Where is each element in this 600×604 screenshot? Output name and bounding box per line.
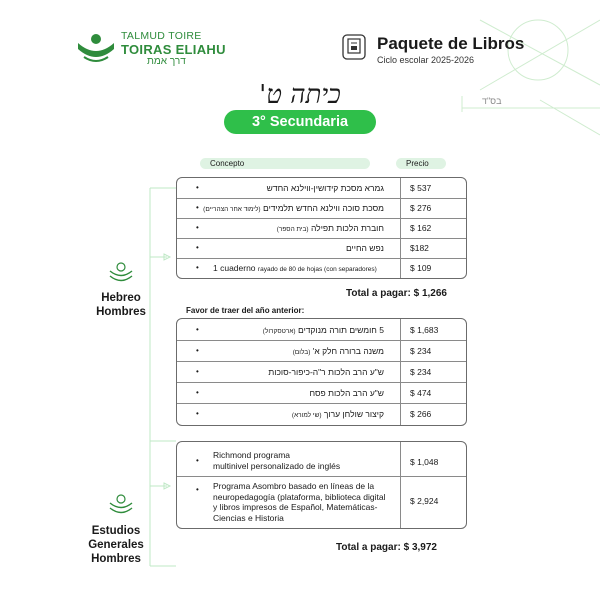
- general-studies-table: • Richmond programa multinivel personalizado de inglés $ 1,048 • Programa Asombro basado en líneas de la neuropedagogía (plataforma, biblioteca digital y libros impresos de Español, Matemáticas- Ciencias e Historia $ 2,924: [176, 441, 467, 529]
- logo-line1: TALMUD TOIRE: [121, 30, 202, 42]
- general-label-line1: Estudios: [91, 525, 141, 537]
- column-price: Precio: [396, 158, 446, 169]
- item-desc-line1: Programa Asombro basado en líneas de la: [213, 481, 375, 491]
- item-desc-note: (שי למורא): [291, 412, 322, 419]
- item-desc-line3: y libros impresos de Español, Matemáticas-: [213, 502, 378, 512]
- total-label: Total a pagar:: [346, 288, 411, 299]
- item-price: $ 537: [410, 183, 432, 193]
- page-subtitle: Ciclo escolar 2025-2026: [377, 55, 475, 65]
- logo-line3: דרך אמת: [147, 56, 186, 67]
- school-logo-icon: [76, 33, 116, 65]
- item-desc-line1: Richmond programa: [213, 450, 291, 460]
- hebrew-section-label: [86, 291, 156, 319]
- grade-label: 3° Secundaria: [224, 110, 376, 134]
- book-icon: [342, 34, 366, 60]
- hebrew-books-table: • גמרא מסכת קידושין-ווילנא החדש $ 537 • מסכת סוכה ווילנא החדש תלמידים (לימוד אחר הצהריים) $ 276 • חוברת הלכות תפילה (בית הספר) $ 162 • נפש החיים $182 • 1 cuaderno rayado de 80 de hojas (con separadores) $ 109: [176, 177, 467, 279]
- item-price: $ 276: [410, 203, 432, 213]
- grade-hebrew: כיתה ט': [259, 80, 341, 110]
- total-label: Total a pagar:: [336, 542, 401, 553]
- item-price: $ 1,048: [410, 457, 439, 467]
- item-price: $ 2,924: [410, 496, 439, 506]
- item-desc: מסכת סוכה ווילנא החדש תלמידים: [262, 203, 384, 213]
- item-desc: חוברת הלכות תפילה: [310, 223, 384, 233]
- item-price: $ 266: [410, 409, 432, 419]
- item-desc-line2: multinivel personalizado de inglés: [213, 461, 341, 471]
- total-value: $ 1,266: [413, 288, 447, 299]
- general-label-line2: Generales: [88, 539, 144, 551]
- total-value: $ 3,972: [403, 542, 437, 553]
- item-desc: 1 cuaderno: [213, 263, 256, 273]
- item-desc: גמרא מסכת קידושין-ווילנא החדש: [266, 183, 384, 193]
- item-desc-line4: Ciencias e Historia: [213, 512, 284, 523]
- hebrew-label-line1: Hebreo: [101, 292, 141, 304]
- item-price: $ 234: [410, 346, 432, 356]
- item-desc-note: (בית הספר): [276, 226, 309, 233]
- item-desc-note: rayado de 80 de hojas (con separadores): [257, 266, 377, 273]
- item-price: $182: [410, 243, 429, 253]
- hebrew-section-icon: [108, 262, 134, 284]
- item-price: $ 162: [410, 223, 432, 233]
- item-desc: ש"ע הרב הלכות פסח: [309, 388, 384, 398]
- previous-year-table: • 5 חומשים תורה מנוקדים (ארטסקרול) $ 1,683 • משנה ברורה חלק א' (בלום) $ 234 • ש"ע הרב הלכות ר"ה-כיפור-סוכות $ 234 • ש"ע הרב הלכות פסח $ 474 • קיצור שולחן ערוך (שי למורא) $ 266: [176, 318, 467, 426]
- item-desc-note: (לימוד אחר הצהריים): [203, 206, 261, 213]
- item-price: $ 234: [410, 367, 432, 377]
- item-desc-note: (ארטסקרול): [262, 328, 296, 335]
- item-desc: משנה ברורה חלק א': [312, 346, 384, 356]
- general-label-line3: Hombres: [91, 553, 141, 565]
- hebrew-total: [346, 288, 447, 299]
- item-price: $ 474: [410, 388, 432, 398]
- general-total: [336, 542, 437, 553]
- item-desc: ש"ע הרב הלכות ר"ה-כיפור-סוכות: [268, 367, 384, 377]
- page-title: Paquete de Libros: [377, 34, 525, 53]
- item-desc: קיצור שולחן ערוך: [323, 409, 384, 419]
- previous-year-title: Favor de traer del año anterior:: [186, 306, 305, 315]
- item-desc-line2: neuropedagogía (plataforma, biblioteca digital: [213, 491, 386, 502]
- general-studies-section-label: [76, 524, 156, 566]
- logo-line2: TOIRAS ELIAHU: [121, 42, 226, 57]
- general-studies-section-icon: [108, 494, 134, 516]
- item-desc: 5 חומשים תורה מנוקדים: [297, 325, 384, 335]
- item-price: $ 1,683: [410, 325, 439, 335]
- item-desc: נפש החיים: [345, 243, 384, 253]
- bsd-label: בס"ד: [482, 96, 502, 106]
- column-concept: Concepto: [200, 158, 370, 169]
- hebrew-label-line2: Hombres: [96, 306, 146, 318]
- item-price: $ 109: [410, 263, 432, 273]
- item-desc-note: (בלום): [292, 349, 311, 356]
